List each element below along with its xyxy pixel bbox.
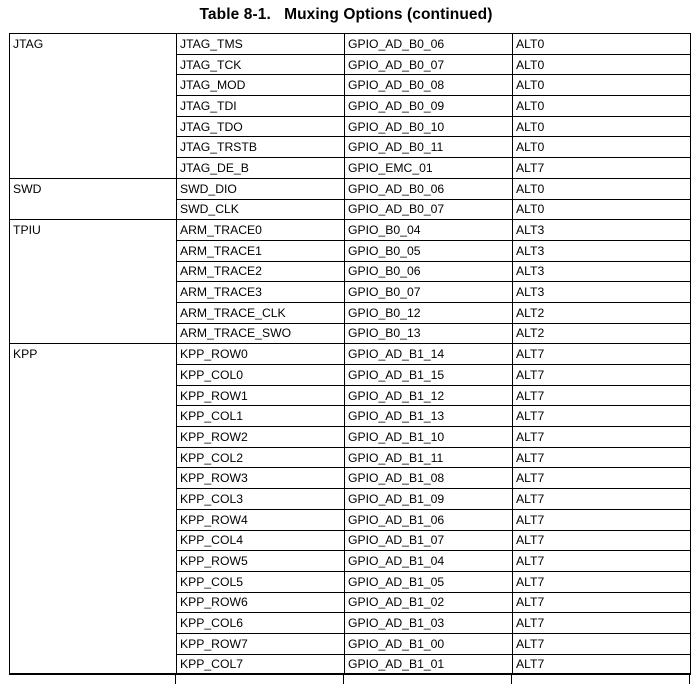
alt-mode-cell: ALT3 bbox=[513, 261, 691, 282]
signal-cell: KPP_COL0 bbox=[177, 365, 345, 386]
signal-cell: KPP_COL5 bbox=[177, 571, 345, 592]
signal-cell: ARM_TRACE_SWO bbox=[177, 323, 345, 344]
module-group-cell: KPP bbox=[10, 344, 177, 675]
pad-cell: GPIO_AD_B0_06 bbox=[345, 178, 513, 199]
pad-cell: GPIO_B0_12 bbox=[345, 302, 513, 323]
alt-mode-cell: ALT7 bbox=[513, 613, 691, 634]
pad-cell: GPIO_B0_07 bbox=[345, 282, 513, 303]
alt-mode-cell: ALT7 bbox=[513, 468, 691, 489]
alt-mode-cell: ALT7 bbox=[513, 654, 691, 675]
alt-mode-cell: ALT0 bbox=[513, 54, 691, 75]
pad-cell: GPIO_AD_B0_07 bbox=[345, 199, 513, 220]
signal-cell: ARM_TRACE_CLK bbox=[177, 302, 345, 323]
pad-cell: GPIO_AD_B1_09 bbox=[345, 489, 513, 510]
pad-cell: GPIO_AD_B1_12 bbox=[345, 385, 513, 406]
pad-cell: GPIO_AD_B0_11 bbox=[345, 137, 513, 158]
table-row bbox=[10, 220, 691, 241]
pad-cell: GPIO_AD_B0_08 bbox=[345, 75, 513, 96]
alt-mode-cell: ALT3 bbox=[513, 240, 691, 261]
alt-mode-cell: ALT7 bbox=[513, 530, 691, 551]
alt-mode-cell: ALT0 bbox=[513, 75, 691, 96]
signal-cell: KPP_ROW0 bbox=[177, 344, 345, 365]
pad-cell: GPIO_AD_B1_02 bbox=[345, 592, 513, 613]
alt-mode-cell: ALT3 bbox=[513, 220, 691, 241]
alt-mode-cell: ALT7 bbox=[513, 551, 691, 572]
alt-mode-cell: ALT7 bbox=[513, 427, 691, 448]
signal-cell: ARM_TRACE1 bbox=[177, 240, 345, 261]
muxing-options-table bbox=[9, 33, 691, 675]
muxing-table-body bbox=[10, 34, 691, 675]
pad-cell: GPIO_AD_B1_04 bbox=[345, 551, 513, 572]
pad-cell: GPIO_AD_B0_10 bbox=[345, 116, 513, 137]
alt-mode-cell: ALT0 bbox=[513, 96, 691, 117]
pad-cell: GPIO_AD_B1_08 bbox=[345, 468, 513, 489]
alt-mode-cell: ALT0 bbox=[513, 178, 691, 199]
pad-cell: GPIO_AD_B0_09 bbox=[345, 96, 513, 117]
alt-mode-cell: ALT7 bbox=[513, 592, 691, 613]
pad-cell: GPIO_AD_B0_06 bbox=[345, 34, 513, 55]
pad-cell: GPIO_AD_B0_07 bbox=[345, 54, 513, 75]
signal-cell: ARM_TRACE3 bbox=[177, 282, 345, 303]
table-row bbox=[10, 178, 691, 199]
pad-cell: GPIO_EMC_01 bbox=[345, 158, 513, 179]
alt-mode-cell: ALT0 bbox=[513, 34, 691, 55]
alt-mode-cell: ALT2 bbox=[513, 302, 691, 323]
alt-mode-cell: ALT7 bbox=[513, 489, 691, 510]
alt-mode-cell: ALT2 bbox=[513, 323, 691, 344]
signal-cell: JTAG_TDI bbox=[177, 96, 345, 117]
pad-cell: GPIO_AD_B1_07 bbox=[345, 530, 513, 551]
alt-mode-cell: ALT7 bbox=[513, 406, 691, 427]
pad-cell: GPIO_AD_B1_01 bbox=[345, 654, 513, 675]
signal-cell: JTAG_TRSTB bbox=[177, 137, 345, 158]
pad-cell: GPIO_AD_B1_11 bbox=[345, 447, 513, 468]
signal-cell: JTAG_MOD bbox=[177, 75, 345, 96]
pad-cell: GPIO_AD_B1_03 bbox=[345, 613, 513, 634]
signal-cell: KPP_ROW7 bbox=[177, 633, 345, 654]
signal-cell: KPP_COL3 bbox=[177, 489, 345, 510]
alt-mode-cell: ALT7 bbox=[513, 447, 691, 468]
signal-cell: KPP_COL7 bbox=[177, 654, 345, 675]
signal-cell: JTAG_DE_B bbox=[177, 158, 345, 179]
signal-cell: JTAG_TMS bbox=[177, 34, 345, 55]
signal-cell: JTAG_TDO bbox=[177, 116, 345, 137]
signal-cell: KPP_ROW4 bbox=[177, 509, 345, 530]
alt-mode-cell: ALT7 bbox=[513, 365, 691, 386]
pad-cell: GPIO_AD_B1_13 bbox=[345, 406, 513, 427]
signal-cell: KPP_COL4 bbox=[177, 530, 345, 551]
pad-cell: GPIO_B0_05 bbox=[345, 240, 513, 261]
signal-cell: ARM_TRACE0 bbox=[177, 220, 345, 241]
pad-cell: GPIO_AD_B1_14 bbox=[345, 344, 513, 365]
pad-cell: GPIO_AD_B1_10 bbox=[345, 427, 513, 448]
pad-cell: GPIO_AD_B1_00 bbox=[345, 633, 513, 654]
module-group-cell: TPIU bbox=[10, 220, 177, 344]
signal-cell: ARM_TRACE2 bbox=[177, 261, 345, 282]
signal-cell: KPP_COL1 bbox=[177, 406, 345, 427]
pad-cell: GPIO_AD_B1_05 bbox=[345, 571, 513, 592]
table-row bbox=[10, 344, 691, 365]
pad-cell: GPIO_B0_13 bbox=[345, 323, 513, 344]
pad-cell: GPIO_B0_04 bbox=[345, 220, 513, 241]
alt-mode-cell: ALT7 bbox=[513, 158, 691, 179]
signal-cell: KPP_COL2 bbox=[177, 447, 345, 468]
signal-cell: SWD_DIO bbox=[177, 178, 345, 199]
module-group-cell: SWD bbox=[10, 178, 177, 219]
pad-cell: GPIO_B0_06 bbox=[345, 261, 513, 282]
signal-cell: KPP_ROW2 bbox=[177, 427, 345, 448]
signal-cell: JTAG_TCK bbox=[177, 54, 345, 75]
signal-cell: KPP_ROW6 bbox=[177, 592, 345, 613]
pad-cell: GPIO_AD_B1_06 bbox=[345, 509, 513, 530]
alt-mode-cell: ALT7 bbox=[513, 385, 691, 406]
alt-mode-cell: ALT0 bbox=[513, 199, 691, 220]
truncated-next-row bbox=[9, 673, 690, 683]
alt-mode-cell: ALT7 bbox=[513, 344, 691, 365]
module-group-cell: JTAG bbox=[10, 34, 177, 179]
alt-mode-cell: ALT0 bbox=[513, 137, 691, 158]
alt-mode-cell: ALT0 bbox=[513, 116, 691, 137]
alt-mode-cell: ALT3 bbox=[513, 282, 691, 303]
alt-mode-cell: ALT7 bbox=[513, 509, 691, 530]
alt-mode-cell: ALT7 bbox=[513, 633, 691, 654]
signal-cell: KPP_ROW1 bbox=[177, 385, 345, 406]
alt-mode-cell: ALT7 bbox=[513, 571, 691, 592]
table-row bbox=[10, 34, 691, 55]
table-caption: Table 8-1. Muxing Options (continued) bbox=[199, 6, 493, 23]
signal-cell: KPP_ROW3 bbox=[177, 468, 345, 489]
signal-cell: SWD_CLK bbox=[177, 199, 345, 220]
pad-cell: GPIO_AD_B1_15 bbox=[345, 365, 513, 386]
signal-cell: KPP_ROW5 bbox=[177, 551, 345, 572]
signal-cell: KPP_COL6 bbox=[177, 613, 345, 634]
